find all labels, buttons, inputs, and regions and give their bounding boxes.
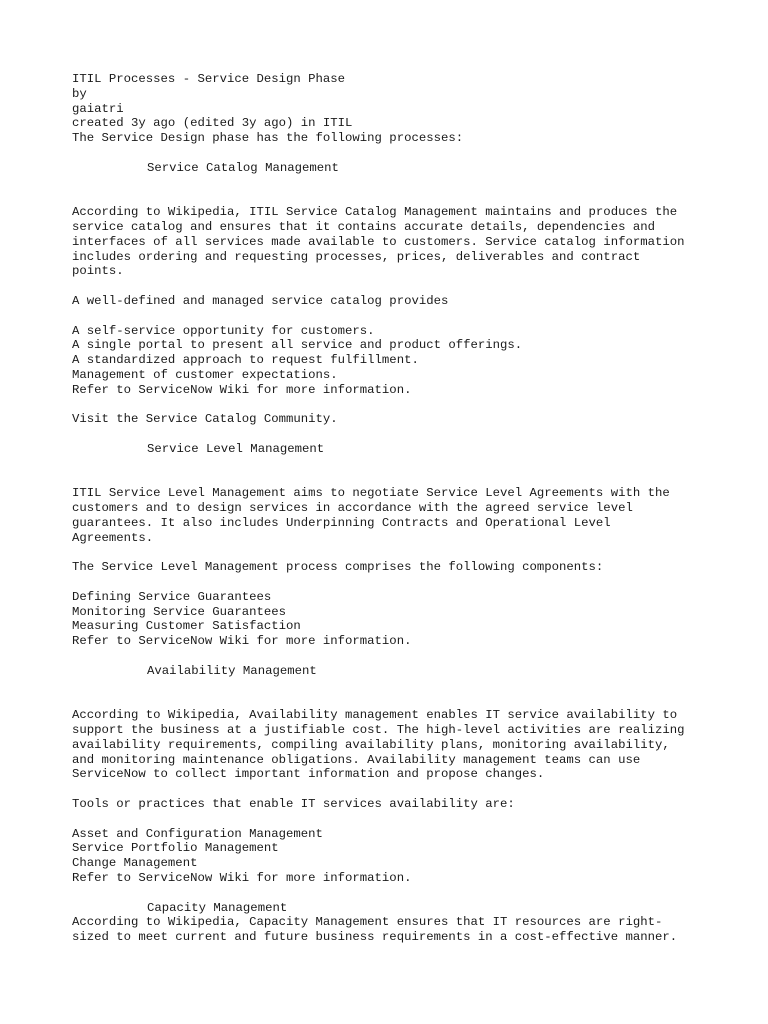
- paragraph-line: ServiceNow to collect important information and propose changes.: [72, 767, 545, 782]
- paragraph-line: service catalog and ensures that it contains accurate details, dependencies and: [72, 219, 655, 234]
- list-item: Measuring Customer Satisfaction: [72, 619, 301, 634]
- document-page: [72, 72, 712, 945]
- list-item: Management of customer expectations.: [72, 367, 338, 382]
- paragraph-line: includes ordering and requesting processes, prices, deliverables and contract: [72, 249, 641, 264]
- paragraph-line: customers and to design services in accordance with the agreed service level: [72, 501, 633, 516]
- catalog-community-note: Visit the Service Catalog Community.: [72, 412, 338, 427]
- list-item: Monitoring Service Guarantees: [72, 604, 287, 619]
- paragraph-line: According to Wikipedia, Capacity Management ensures that IT resources are right-: [72, 915, 663, 930]
- post-meta: created 3y ago (edited 3y ago) in ITIL: [72, 116, 353, 131]
- list-item: Defining Service Guarantees: [72, 589, 272, 604]
- availability-list: [72, 827, 712, 886]
- paragraph-line: According to Wikipedia, Availability management enables IT service availability to: [72, 708, 678, 723]
- catalog-list: [72, 324, 712, 398]
- slm-lead: The Service Level Management process comprises the following components:: [72, 560, 604, 575]
- paragraph-line: availability requirements, compiling availability plans, monitoring availability,: [72, 737, 670, 752]
- list-item: Refer to ServiceNow Wiki for more information.: [72, 634, 412, 649]
- paragraph-line: support the business at a justifiable cost. The high-level activities are realizing: [72, 723, 685, 738]
- list-item: Change Management: [72, 856, 198, 871]
- list-item: A self-service opportunity for customers.: [72, 323, 375, 338]
- slm-list: [72, 590, 712, 649]
- section-heading-catalog: Service Catalog Management: [147, 160, 339, 175]
- document-title: ITIL Processes - Service Design Phase: [72, 72, 346, 86]
- list-item: A standardized approach to request fulfillment.: [72, 353, 419, 368]
- paragraph-line: interfaces of all services made available to customers. Service catalog information: [72, 234, 685, 249]
- list-item: Asset and Configuration Management: [72, 826, 323, 841]
- list-item: Refer to ServiceNow Wiki for more information.: [72, 382, 412, 397]
- catalog-paragraph: [72, 205, 712, 279]
- section-heading-slm: Service Level Management: [147, 441, 325, 456]
- paragraph-line: and monitoring maintenance obligations. Availability management teams can use: [72, 752, 641, 767]
- capacity-paragraph: [72, 915, 712, 945]
- paragraph-line: ITIL Service Level Management aims to negotiate Service Level Agreements with the: [72, 486, 670, 501]
- paragraph-line: sized to meet current and future business requirements in a cost-effective manner.: [72, 930, 678, 945]
- by-label: by: [72, 86, 87, 101]
- slm-paragraph: [72, 486, 712, 545]
- catalog-lead: A well-defined and managed service catalog provides: [72, 293, 449, 308]
- list-item: A single portal to present all service and product offerings.: [72, 338, 523, 353]
- section-heading-capacity: Capacity Management: [147, 900, 288, 915]
- intro-text: The Service Design phase has the following processes:: [72, 131, 464, 146]
- list-item: Service Portfolio Management: [72, 841, 279, 856]
- paragraph-line: According to Wikipedia, ITIL Service Catalog Management maintains and produces the: [72, 205, 678, 220]
- paragraph-line: points.: [72, 264, 124, 279]
- availability-lead: Tools or practices that enable IT services availability are:: [72, 797, 515, 812]
- author-name: gaiatri: [72, 101, 124, 116]
- paragraph-line: guarantees. It also includes Underpinning Contracts and Operational Level: [72, 515, 611, 530]
- availability-paragraph: [72, 708, 712, 782]
- paragraph-line: Agreements.: [72, 530, 154, 545]
- list-item: Refer to ServiceNow Wiki for more information.: [72, 871, 412, 886]
- section-heading-availability: Availability Management: [147, 663, 317, 678]
